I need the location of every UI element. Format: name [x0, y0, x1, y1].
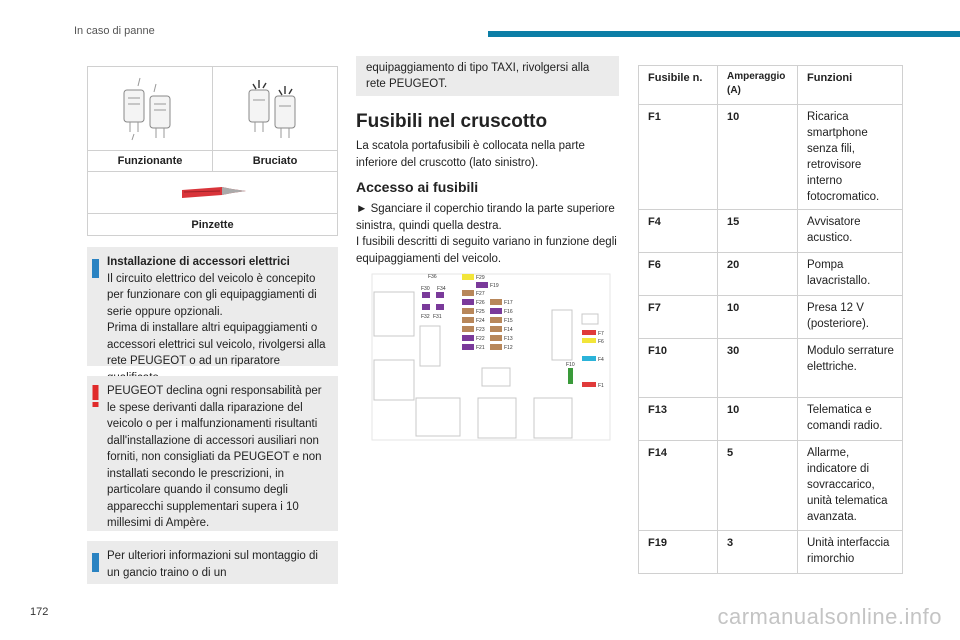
diagram-label: F15: [504, 318, 513, 324]
diagram-label: F16: [504, 309, 513, 315]
section-intro: La scatola portafusibili è collocata nella parte inferiore del cruscotto (lato sinistro).: [356, 140, 585, 169]
access-note: I fusibili descritti di seguito variano in funzione degli equipaggiamenti del veicolo.: [356, 236, 617, 265]
fuse-state-table: [87, 66, 338, 236]
header-amp: Amperaggio (A): [718, 66, 798, 105]
working-fuse-illustration: [88, 67, 212, 150]
fuse-function: Unità interfaccia rimorchio: [798, 531, 903, 574]
fuse-function: Pompa lavacristallo.: [798, 253, 903, 296]
fuse-amperage: 15: [718, 210, 798, 253]
diagram-label: F21: [476, 345, 485, 351]
fuse-amperage: 20: [718, 253, 798, 296]
fuse-amperage: 3: [718, 531, 798, 574]
table-row: [639, 253, 903, 296]
diagram-label: F10: [566, 362, 575, 368]
table-row: [639, 531, 903, 574]
fuse-number: F10: [639, 339, 718, 398]
fuse-function: Modulo serrature elettriche.: [798, 339, 903, 398]
table-row: [639, 339, 903, 398]
fuse-function: Telematica e comandi radio.: [798, 398, 903, 441]
fuse-number: F13: [639, 398, 718, 441]
access-title: Accesso ai fusibili: [356, 179, 479, 195]
working-label: Funzionante: [117, 155, 183, 167]
fuse-function: Allarme, indicatore di sovraccarico, unità telematica avanzata.: [798, 441, 903, 531]
pliers-label: Pinzette: [191, 218, 234, 231]
diagram-label: F25: [476, 309, 485, 315]
note-body: Il circuito elettrico del veicolo è concepito per funzionare con gli equipaggiamenti di serie oppure opzionali. Prima di installare altri equipaggiamenti o accessori elettrici sul veicolo, rivolgersi alla rete PEUGEOT o ad un riparatore: [107, 272, 326, 367]
diagram-label: F23: [476, 327, 485, 333]
fuse-amperage: 5: [718, 441, 798, 531]
fuse-amperage: 30: [718, 339, 798, 398]
diagram-label: F1: [598, 383, 604, 389]
diagram-label: F36: [428, 274, 437, 280]
diagram-label: F31: [433, 314, 442, 320]
blown-fuse-illustration: [212, 67, 337, 150]
fuse-number: F7: [639, 296, 718, 339]
diagram-label: F6: [598, 339, 604, 345]
table-row: [639, 441, 903, 531]
warning-icon: [92, 385, 99, 407]
diagram-label: F26: [476, 300, 485, 306]
fusebox-diagram: [366, 270, 616, 442]
fuse-amperage: 10: [718, 296, 798, 339]
table-row: [639, 105, 903, 210]
warning-note: [87, 376, 338, 531]
access-step: ► Sganciare il coperchio tirando la parte superiore sinistra, quindi quella destra.: [356, 203, 615, 232]
header-func: Funzioni: [798, 66, 903, 105]
towbar-note: [87, 541, 338, 584]
diagram-label: F4: [598, 357, 604, 363]
diagram-label: F22: [476, 336, 485, 342]
header-rule: [488, 31, 960, 37]
diagram-label: F14: [504, 327, 513, 333]
pliers-illustration: [88, 172, 337, 213]
fuse-amperage: 10: [718, 105, 798, 210]
page-number: 172: [30, 606, 49, 618]
table-row: [639, 398, 903, 441]
fuse-function: Ricarica smartphone senza fili, retrovisore interno fotocromatico.: [798, 105, 903, 210]
diagram-label: F32: [421, 314, 430, 320]
info-icon: [92, 550, 99, 572]
diagram-label: F12: [504, 345, 513, 351]
header-fuse: Fusibile n.: [639, 66, 718, 105]
fuse-function: Presa 12 V (posteriore).: [798, 296, 903, 339]
blown-label: Bruciato: [212, 151, 337, 171]
info-icon: [92, 256, 99, 278]
diagram-label: F19: [490, 283, 499, 289]
diagram-label: F30: [421, 286, 430, 292]
diagram-label: F13: [504, 336, 513, 342]
warning-body: PEUGEOT declina ogni responsabilità per le spese derivanti dalla riparazione del veicolo o per i malfunzionamenti risultanti dall'installazione di accessori ausiliari non forniti, non consigliati da PEUGEOT e non installati secondo le prescrizioni, in particolare quando il consumo degli apparecchi supplementari supera i 10 millesimi di Ampère.: [107, 385, 322, 529]
diagram-label: F24: [476, 318, 485, 324]
taxi-note-continued: equipaggiamento di tipo TAXI, rivolgersi alla rete PEUGEOT.: [356, 56, 619, 96]
section-title: Fusibili nel cruscotto: [356, 111, 548, 132]
table-row: [639, 210, 903, 253]
diagram-label: F17: [504, 300, 513, 306]
fuse-amperage: 10: [718, 398, 798, 441]
towbar-body: Per ulteriori informazioni sul montaggio di un gancio traino o di un: [107, 550, 318, 579]
fuse-number: F6: [639, 253, 718, 296]
diagram-label: F29: [476, 275, 485, 281]
accessories-note: [87, 247, 338, 366]
fuse-number: F4: [639, 210, 718, 253]
fuse-number: F1: [639, 105, 718, 210]
table-row: [639, 296, 903, 339]
diagram-label: F27: [476, 291, 485, 297]
fuse-number: F19: [639, 531, 718, 574]
fuse-function: Avvisatore acustico.: [798, 210, 903, 253]
fuse-number: F14: [639, 441, 718, 531]
diagram-label: F7: [598, 331, 604, 337]
note-title: Installazione di accessori elettrici: [107, 256, 290, 268]
section-label: In caso di panne: [74, 25, 155, 37]
fuse-function-table: [638, 65, 903, 574]
watermark: carmanualsonline.info: [717, 604, 942, 629]
diagram-label: F34: [437, 286, 446, 292]
